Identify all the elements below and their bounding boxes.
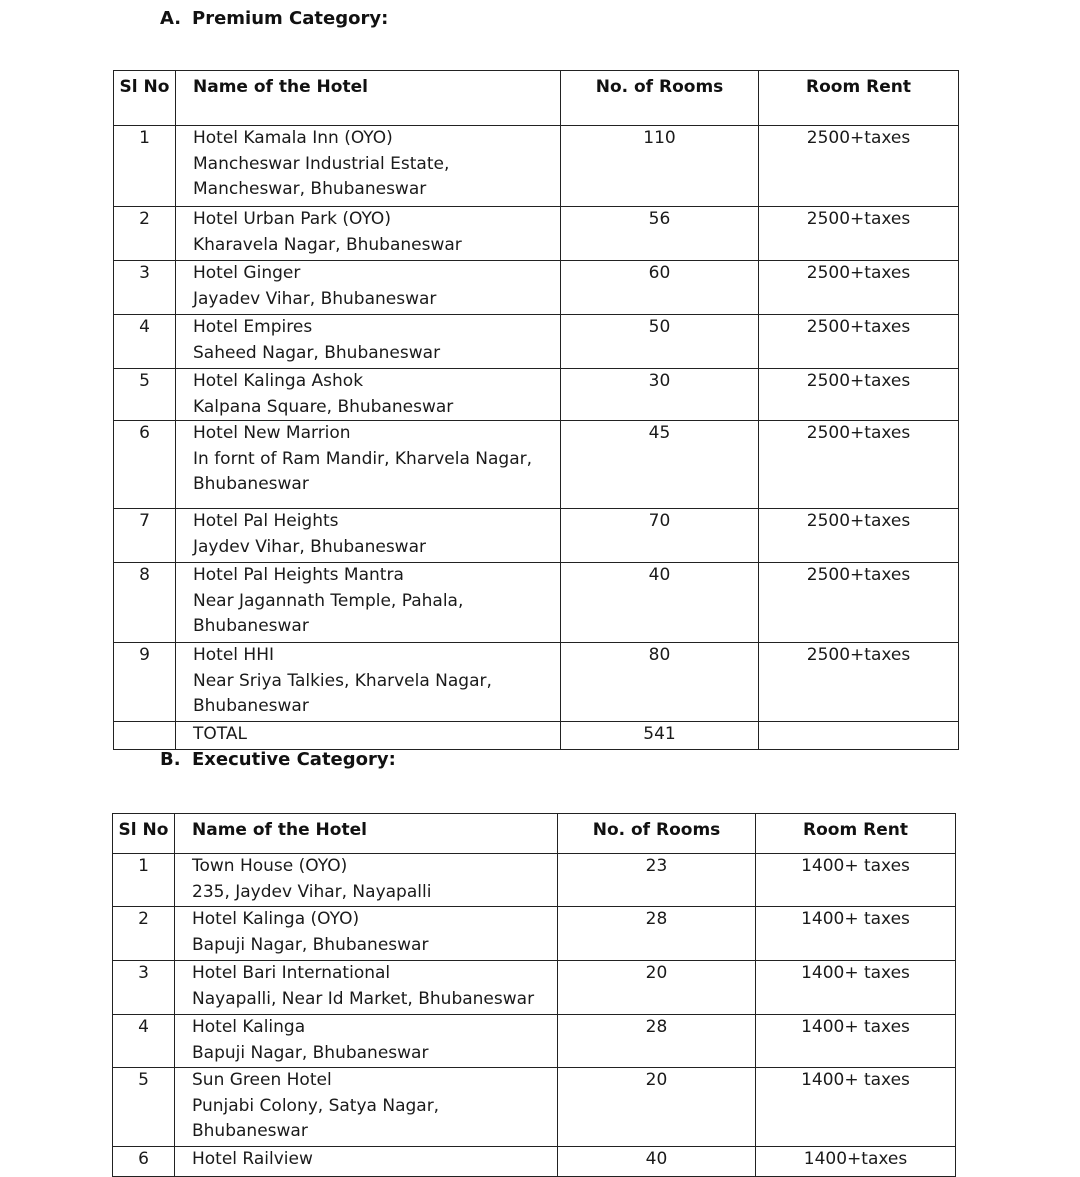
sl-no-cell: 8 <box>114 563 176 643</box>
rent-cell: 1400+ taxes <box>756 961 956 1015</box>
rooms-cell: 50 <box>561 315 759 369</box>
hotel-address-line1: 235, Jaydev Vihar, Nayapalli <box>192 881 432 902</box>
hotel-name: Sun Green Hotel <box>192 1070 332 1090</box>
rooms-cell: 20 <box>558 1068 756 1147</box>
table-row <box>113 854 956 907</box>
table-row <box>114 643 959 722</box>
column-header-sl-no: Sl No <box>113 814 175 854</box>
table-header-row <box>113 814 956 854</box>
hotel-address-line2: Bhubaneswar <box>192 1121 308 1141</box>
sl-no-cell: 4 <box>114 315 176 369</box>
hotel-name: Hotel Pal Heights Mantra <box>193 565 404 585</box>
table-row <box>113 1147 956 1177</box>
premium-heading-text: Premium Category: <box>192 8 389 29</box>
hotel-name-cell <box>175 1147 558 1177</box>
hotel-address-line2: Bhubaneswar <box>193 474 309 494</box>
hotel-name: Hotel Urban Park (OYO) <box>193 209 391 229</box>
total-label: TOTAL <box>176 722 561 750</box>
premium-category-heading <box>160 8 388 29</box>
hotel-name: Hotel Kalinga <box>192 1017 306 1037</box>
hotel-address-line1: Kalpana Square, Bhubaneswar <box>193 396 454 417</box>
sl-no-cell: 3 <box>113 961 175 1015</box>
table-row <box>113 1068 956 1147</box>
table-row <box>114 261 959 315</box>
rent-cell: 2500+taxes <box>759 509 959 563</box>
hotel-name-cell <box>175 854 558 907</box>
hotel-name-cell <box>175 907 558 961</box>
hotel-address-line1: In fornt of Ram Mandir, Kharvela Nagar, <box>193 448 533 469</box>
hotel-address-line2: Bhubaneswar <box>193 616 309 636</box>
column-header-rent: Room Rent <box>756 814 956 854</box>
hotel-name: Hotel Railview <box>192 1149 313 1169</box>
sl-no-cell: 9 <box>114 643 176 722</box>
hotel-address-line1: Kharavela Nagar, Bhubaneswar <box>193 234 462 255</box>
sl-no-cell: 5 <box>113 1068 175 1147</box>
sl-no-cell: 2 <box>113 907 175 961</box>
hotel-name: Hotel New Marrion <box>193 423 351 443</box>
hotel-name: Hotel Kalinga (OYO) <box>192 909 360 929</box>
rent-cell: 2500+taxes <box>759 421 959 509</box>
hotel-name-cell <box>176 563 561 643</box>
hotel-name: Hotel Ginger <box>193 263 301 283</box>
rent-cell: 2500+taxes <box>759 261 959 315</box>
column-header-name: Name of the Hotel <box>176 71 561 126</box>
sl-no-cell: 6 <box>114 421 176 509</box>
rent-cell: 2500+taxes <box>759 207 959 261</box>
hotel-name-cell <box>176 509 561 563</box>
rent-cell: 2500+taxes <box>759 563 959 643</box>
hotel-name-cell <box>176 369 561 421</box>
rent-cell: 2500+taxes <box>759 369 959 421</box>
premium-hotels-table <box>113 70 959 750</box>
executive-heading-letter: B. <box>160 749 181 770</box>
hotel-address-line1: Bapuji Nagar, Bhubaneswar <box>192 934 429 955</box>
rent-cell: 1400+ taxes <box>756 854 956 907</box>
hotel-name-cell <box>175 1068 558 1147</box>
rent-cell: 2500+taxes <box>759 643 959 722</box>
rooms-cell: 70 <box>561 509 759 563</box>
executive-hotels-table <box>112 813 956 1177</box>
table-row <box>113 1015 956 1068</box>
total-rent <box>759 722 959 750</box>
hotel-address-line1: Near Sriya Talkies, Kharvela Nagar, <box>193 670 492 691</box>
sl-no-cell: 7 <box>114 509 176 563</box>
sl-no-cell: 5 <box>114 369 176 421</box>
column-header-sl-no: Sl No <box>114 71 176 126</box>
column-header-rooms: No. of Rooms <box>561 71 759 126</box>
table-row <box>114 509 959 563</box>
table-header-row <box>114 71 959 126</box>
rent-cell: 2500+taxes <box>759 315 959 369</box>
total-row <box>114 722 959 750</box>
table-row <box>114 126 959 207</box>
rooms-cell: 110 <box>561 126 759 207</box>
rooms-cell: 80 <box>561 643 759 722</box>
executive-category-heading <box>160 749 396 770</box>
hotel-address-line1: Jaydev Vihar, Bhubaneswar <box>193 536 426 557</box>
sl-no-cell: 2 <box>114 207 176 261</box>
rooms-cell: 40 <box>558 1147 756 1177</box>
column-header-rent: Room Rent <box>759 71 959 126</box>
hotel-name: Hotel Kalinga Ashok <box>193 371 364 391</box>
hotel-address-line1: Saheed Nagar, Bhubaneswar <box>193 342 441 363</box>
rent-cell: 1400+ taxes <box>756 907 956 961</box>
rooms-cell: 60 <box>561 261 759 315</box>
sl-no-cell: 1 <box>114 126 176 207</box>
hotel-name: Hotel Empires <box>193 317 313 337</box>
executive-heading-text: Executive Category: <box>192 749 396 770</box>
rent-cell: 2500+taxes <box>759 126 959 207</box>
sl-no-cell: 1 <box>113 854 175 907</box>
table-row <box>114 421 959 509</box>
rooms-cell: 40 <box>561 563 759 643</box>
hotel-address-line1: Nayapalli, Near Id Market, Bhubaneswar <box>192 988 535 1009</box>
hotel-name: Hotel Kamala Inn (OYO) <box>193 128 393 148</box>
hotel-name: Hotel Pal Heights <box>193 511 339 531</box>
hotel-name-cell <box>176 315 561 369</box>
hotel-address-line1: Bapuji Nagar, Bhubaneswar <box>192 1042 429 1063</box>
premium-heading-letter: A. <box>160 8 182 29</box>
total-rooms: 541 <box>561 722 759 750</box>
hotel-address-line1: Punjabi Colony, Satya Nagar, <box>192 1095 440 1116</box>
column-header-name: Name of the Hotel <box>175 814 558 854</box>
hotel-name-cell <box>176 643 561 722</box>
hotel-address-line1: Mancheswar Industrial Estate, <box>193 153 450 174</box>
sl-no-cell: 6 <box>113 1147 175 1177</box>
table-row <box>113 907 956 961</box>
sl-no-cell: 3 <box>114 261 176 315</box>
rooms-cell: 56 <box>561 207 759 261</box>
hotel-address-line1: Jayadev Vihar, Bhubaneswar <box>193 288 437 309</box>
hotel-name-cell <box>175 1015 558 1068</box>
rooms-cell: 28 <box>558 907 756 961</box>
hotel-name-cell <box>176 207 561 261</box>
rooms-cell: 45 <box>561 421 759 509</box>
hotel-name-cell <box>176 126 561 207</box>
table-row <box>114 207 959 261</box>
rooms-cell: 30 <box>561 369 759 421</box>
hotel-name: Town House (OYO) <box>192 856 348 876</box>
hotel-address-line1: Near Jagannath Temple, Pahala, <box>193 590 464 611</box>
rent-cell: 1400+ taxes <box>756 1015 956 1068</box>
sl-no-cell: 4 <box>113 1015 175 1068</box>
hotel-name-cell <box>175 961 558 1015</box>
rooms-cell: 20 <box>558 961 756 1015</box>
table-row <box>114 315 959 369</box>
table-row <box>114 369 959 421</box>
total-sl-cell <box>114 722 176 750</box>
hotel-address-line2: Mancheswar, Bhubaneswar <box>193 179 427 199</box>
hotel-name-cell <box>176 421 561 509</box>
rent-cell: 1400+ taxes <box>756 1068 956 1147</box>
hotel-name: Hotel Bari International <box>192 963 391 983</box>
hotel-name: Hotel HHI <box>193 645 275 665</box>
rooms-cell: 28 <box>558 1015 756 1068</box>
table-row <box>114 563 959 643</box>
column-header-rooms: No. of Rooms <box>558 814 756 854</box>
table-row <box>113 961 956 1015</box>
rooms-cell: 23 <box>558 854 756 907</box>
hotel-address-line2: Bhubaneswar <box>193 696 309 716</box>
hotel-name-cell <box>176 261 561 315</box>
rent-cell: 1400+taxes <box>756 1147 956 1177</box>
